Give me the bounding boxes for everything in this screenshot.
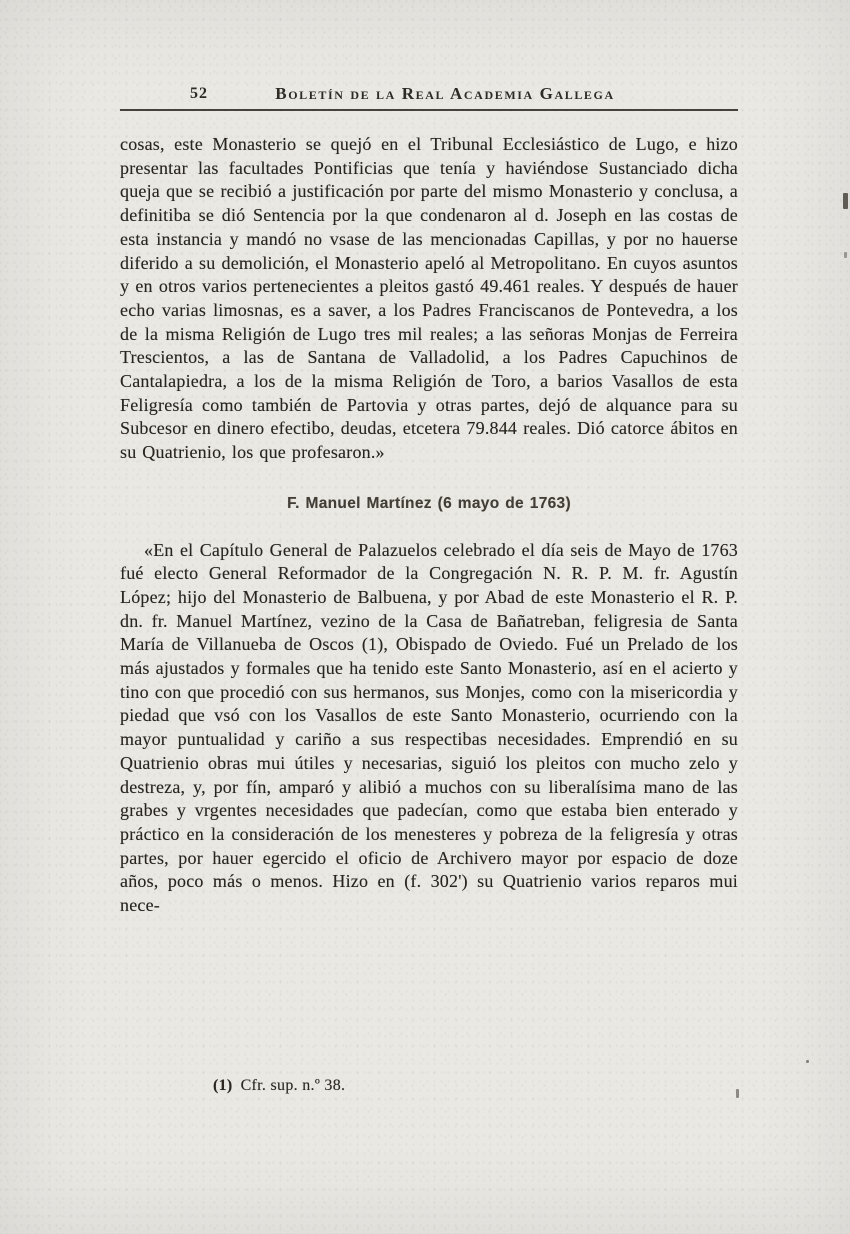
footnote-text: Cfr. sup. n.º 38. <box>240 1077 346 1094</box>
text-column <box>120 84 738 918</box>
scan-speck <box>806 1060 809 1063</box>
journal-title: Boletín de la Real Academia Gallega <box>275 84 615 103</box>
scan-speck <box>843 193 848 209</box>
paragraph-biography: «En el Capítulo General de Palazuelos celebrado el día seis de Mayo de 1763 fué electo General Reformador de la Congregación N. R. P. M. fr. Agustín López; hijo del Monasterio de Balbuena, y por Abad de este Monasterio el R. P. dn. fr. Manuel Martínez, vezino de la Casa de Bañatreban, feligresia de Santa María de Villanueba de Oscos (1), Obispado de Oviedo. Fué un Prelado de los más ajustados y formales que ha tenido este Santo Monasterio, así en el acierto y tino con que procedió con sus hermanos, sus Monjes, como con la misericordia y piedad que vsó con los Vasallos de este Santo Monasterio, ocurriendo con la mayor puntualidad y cariño a sus respectibas necesidades. Emprendió en su Quatrienio obras mui útiles y necesarias, siguió los pleitos con mucho zelo y destreza, y, por fín, amparó y alibió a muchos con su liberalísima mano de las grabes y vrgentes necesidades que padecían, como que estaba bien enterado y práctico en la consideración de los menesteres y pobreza de la feligresía y otras partes, por hauer egercido el oficio de Archivero mayor por espacio de doze años, poco más o menos. Hizo en (f. 302') su Quatrienio varios reparos mui nece- <box>120 539 738 916</box>
scan-speck <box>844 252 847 258</box>
page-header <box>120 84 738 106</box>
paragraph-continuation: cosas, este Monasterio se quejó en el Tribunal Ecclesiástico de Lugo, e hizo presentar las facultades Pontificias que tenía y haviéndose Sustanciado dicha queja que se recibió a justificación por parte del mismo Monasterio y conclusa, a definitiba se dió Sentencia por la que condenaron al d. Joseph en las costas de esta instancia y mandó no vsase de las mencionadas Capillas, y por no hauerse diferido a su demolición, el Monasterio apeló al Metropolitano. En cuyos asuntos y en otros varios pertenecientes a pleitos gastó 49.461 reales. Y después de hauer echo varias limosnas, es a saver, a los Padres Franciscanos de Pontevedra, a los de la misma Religión de Lugo tres mil reales; a las señoras Monjas de Ferreira Trescientos, a las de Santana de Valladolid, a los Padres Capuchinos de Cantalapiedra, a los de la misma Religión de Toro, a barios Vasallos de esta Feligresía como también de Partovia y otras partes, dejó de alquance para su Subcesor en dinero efectibo, deudas, etcetera 79.844 reales. Dió catorce ábitos en su Quatrienio, los que profesaron.» <box>120 134 738 463</box>
footnote <box>213 1077 345 1095</box>
page-number: 52 <box>190 85 208 102</box>
scan-speck <box>736 1089 739 1098</box>
footnote-marker: (1) <box>213 1077 233 1094</box>
section-heading: F. Manuel Martínez (6 mayo de 1763) <box>287 494 571 512</box>
header-rule <box>120 109 738 111</box>
page-body <box>120 133 738 918</box>
